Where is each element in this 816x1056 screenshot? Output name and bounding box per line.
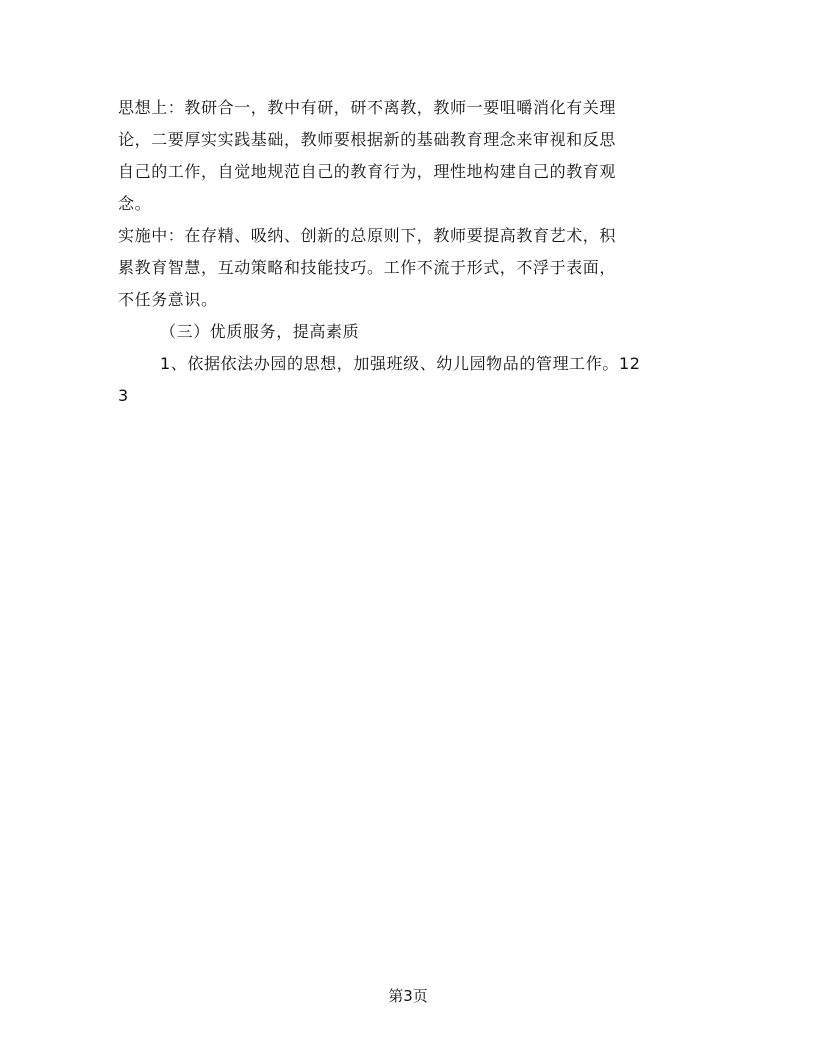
- list-item-continuation: 3: [118, 386, 129, 405]
- page-number: 第3页: [388, 987, 428, 1005]
- paragraph-line: 不任务意识。: [118, 290, 218, 309]
- list-item: 1、依据依法办园的思想，加强班级、幼儿园物品的管理工作。12: [160, 354, 641, 373]
- paragraph-line: 实施中：在存精、吸纳、创新的总原则下，教师要提高教育艺术，积: [118, 226, 617, 245]
- paragraph-line: 自己的工作，自觉地规范自己的教育行为，理性地构建自己的教育观: [118, 162, 617, 181]
- document-body: [118, 92, 700, 412]
- paragraph-line: 累教育智慧，互动策略和技能技巧。工作不流于形式，不浮于表面，: [118, 258, 617, 277]
- paragraph-line: 思想上：教研合一，教中有研，研不离教，教师一要咀嚼消化有关理: [118, 98, 617, 117]
- paragraph-line: 念。: [118, 194, 152, 213]
- paragraph-line: 论，二要厚实实践基础，教师要根据新的基础教育理念来审视和反思: [118, 130, 617, 149]
- section-heading: （三）优质服务，提高素质: [160, 322, 360, 341]
